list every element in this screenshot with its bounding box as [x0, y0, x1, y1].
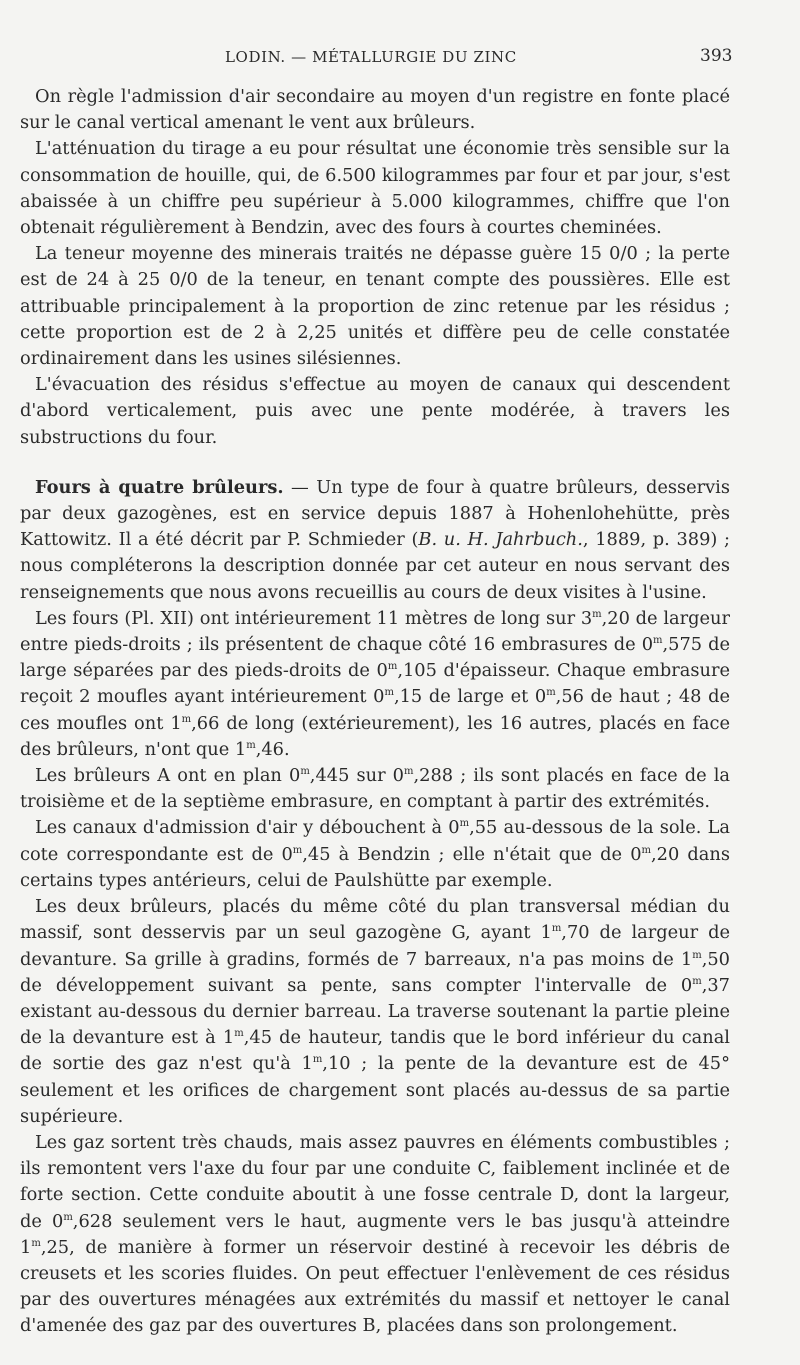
unit-metre: m: [387, 661, 398, 673]
unit-metre: m: [692, 975, 702, 987]
unit-metre: m: [63, 1211, 73, 1223]
unit-metre: m: [300, 766, 310, 778]
paragraph-bruleurs: Les brûleurs A ont en plan 0$^m$,445 sur 0$^m$,288 ; ils sont placés en face de la troisième et de la septième embrasure, en comptant à partir des extrémités.: [20, 765, 731, 813]
running-head: LODIN. — MÉTALLURGIE DU ZINC: [225, 48, 517, 66]
paragraph-teneur: La teneur moyenne des minerais traités ne dépasse guère 15 0/0 ; la perte est de 24 à 25 0/0 de la teneur, en tenant compte des poussières. Elle est attribuable principalement à la proportion de zinc retenue par les résidus ; cette proportion est de 2 à 2,25 unités et diffère peu de celle constatée ordinairement dans les usines silésiennes.: [20, 243, 730, 370]
section-intro-text: — Un type de four à quatre brûleurs, desservis par deux gazogènes, est en service depuis 1887 à Hohenlohehütte, près Kattowitz. Il a été décrit par P. Schmieder (: [20, 476, 730, 551]
unit-metre: m: [246, 739, 256, 751]
unit-metre: m: [404, 766, 414, 778]
page-header: [0, 46, 800, 70]
unit-metre: m: [653, 635, 663, 647]
section-intro-text-end: , 1889, p. 389) ; nous compléterons la description donnée par cet auteur en nous servant des renseignements que nous avons recueillis au cours de deux visites à l'usine.: [20, 529, 730, 603]
unit-metre: m: [312, 1054, 323, 1066]
paragraph-fours: Les fours (Pl. XII) ont intérieurement 11 mètres de long sur 3$^m$,20 de largeur entre pieds-droits ; ils présentent de chaque côté 16 embrasures de 0$^m$,575 de large séparées par des pieds-droits de 0$^m$,105 d'épaisseur. Chaque embrasure reçoit 2 moufles ayant intérieurement 0$^m$,15 de large et 0$^m$,56 de haut ; 48 de ces moufles ont 1$^m$,66 de long (extérieurement), les 16 autres, placés en face des brûleurs, n'ont que 1$^m$,46.: [20, 607, 730, 760]
unit-metre: m: [546, 687, 556, 699]
citation: B. u. H. Jahrbuch.: [418, 529, 583, 551]
section-title: Fours à quatre brûleurs.: [35, 476, 284, 498]
page-number: 393: [700, 46, 733, 66]
unit-metre: m: [551, 923, 562, 935]
unit-metre: m: [384, 687, 394, 699]
paragraph-evacuation: L'évacuation des résidus s'effectue au moyen de canaux qui descendent d'abord verticalement, puis avec une pente modérée, à travers les substructions du four.: [20, 374, 730, 448]
unit-metre: m: [234, 1028, 244, 1040]
paragraph-registre: On règle l'admission d'air secondaire au moyen d'un registre en fonte placé sur le canal vertical amenant le vent aux brûleurs.: [20, 86, 730, 134]
paragraph-canaux: Les canaux d'admission d'air y débouchent à 0$^m$,55 au-dessous de la sole. La cote correspondante est de 0$^m$,45 à Bendzin ; elle n'était que de 0$^m$,20 dans certains types antérieurs, celui de Paulshütte par exemple.: [20, 817, 730, 891]
unit-metre: m: [592, 608, 602, 620]
unit-metre: m: [641, 844, 651, 856]
unit-metre: m: [292, 844, 303, 856]
paragraph-section-intro: [20, 475, 730, 606]
paragraph-tirage: L'atténuation du tirage a eu pour résultat une économie très sensible sur la consommation de houille, qui, de 6.500 kilogrammes par four et par jour, s'est abaissée à un chiffre peu supérieur à 5.000 kilogrammes, chiffre que l'on obtenait régulièrement à Bendzin, avec des fours à courtes cheminées.: [20, 138, 730, 239]
unit-metre: m: [181, 713, 192, 725]
unit-metre: m: [459, 818, 470, 830]
unit-metre: m: [31, 1237, 41, 1249]
paragraph-gaz: Les gaz sortent très chauds, mais assez pauvres en éléments combustibles ; ils remontent vers l'axe du four par une conduite C, faiblement inclinée et de forte section. Cette conduite aboutit à une fosse centrale D, dont la largeur, de 0$^m$,628 seulement vers le haut, augmente vers le bas jusqu'à atteindre 1$^m$,25, de manière à former un réservoir destiné à recevoir les débris de creusets et les scories fluides. On peut effectuer l'enlèvement de ces résidus par des ouvertures ménagées aux extrémités du massif et nettoyer le canal d'amenée des gaz par des ouvertures B, placées dans son prolongement.: [20, 1131, 731, 1337]
paragraph-deux-bruleurs: Les deux brûleurs, placés du même côté du plan transversal médian du massif, sont desservis par un seul gazogène G, ayant 1$^m$,70 de largeur de devanture. Sa grille à gradins, formés de 7 barreaux, n'a pas moins de 1$^m$,50 de développement suivant sa pente, sans compter l'intervalle de 0$^m$,37 existant au-dessous du dernier barreau. La traverse soutenant la partie pleine de la devanture est à 1$^m$,45 de hauteur, tandis que le bord inférieur du canal de sortie des gaz n'est qu'à 1$^m$,10 ; la pente de la devanture est de 45° seulement et les orifices de chargement sont placés au-dessus de sa partie supérieure.: [20, 896, 731, 1127]
unit-metre: m: [692, 949, 702, 961]
page-body: [20, 84, 730, 1340]
